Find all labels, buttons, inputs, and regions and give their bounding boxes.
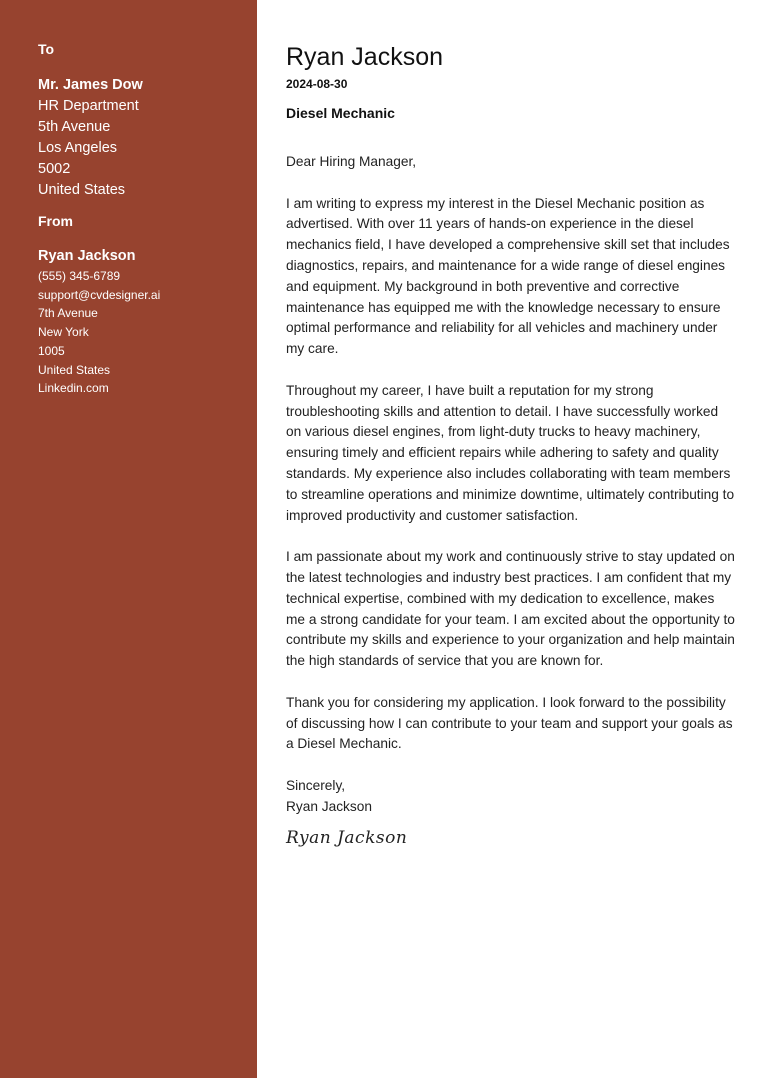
salutation: Dear Hiring Manager, xyxy=(286,154,417,169)
letter-body xyxy=(286,152,736,848)
recipient-heading: To xyxy=(38,41,55,57)
letter-date: 2024-08-30 xyxy=(286,77,348,91)
sender-phone: (555) 345-6789 xyxy=(38,269,121,283)
paragraph-3: I am passionate about my work and continuously strive to stay updated on the latest technologies and industry best practices. I am confident that my technical expertise, combined with my dedication to excellence, makes me a strong candidate for your team. I am excited about the opportunity to contribute my skills and experience to your organization and help maintain the high standards of service that you are known for. xyxy=(286,549,735,669)
sender-website[interactable]: Linkedin.com xyxy=(38,381,109,396)
page-title: Ryan Jackson xyxy=(286,43,444,71)
closing: Sincerely, xyxy=(286,777,346,793)
sender-email[interactable]: support@cvdesigner.ai xyxy=(38,287,161,302)
sender-heading: From xyxy=(38,213,73,229)
job-title: Diesel Mechanic xyxy=(286,105,395,121)
sidebar xyxy=(0,0,257,1078)
sender-name: Ryan Jackson xyxy=(38,248,136,264)
recipient-name: Mr. James Dow xyxy=(38,77,143,93)
paragraph-4: Thank you for considering my application. I look forward to the possibility of discussing how I can contribute to your team and support your goals as a Diesel Mechanic. xyxy=(286,694,733,752)
sender-country: United States xyxy=(38,362,111,377)
recipient-city: Los Angeles xyxy=(38,140,118,156)
closing-name: Ryan Jackson xyxy=(286,798,372,814)
paragraph-2: Throughout my career, I have built a reputation for my strong troubleshooting skills and attention to detail. I have successfully worked on various diesel engines, from light-duty trucks to heavy machinery, ensuring timely and efficient repairs while adhering to safety and quality standards. My experience also includes collaborating with team members to streamline operations and minimize downtime, ultimately contributing to improved productivity and customer satisfaction. xyxy=(286,382,735,523)
sender-block xyxy=(38,212,160,398)
sender-street: 7th Avenue xyxy=(38,306,98,321)
paragraph-1: I am writing to express my interest in the Diesel Mechanic position as advertised. With over 11 years of hands-on experience in the diesel mechanics field, I have developed a comprehensive skill set that includes diagnostics, repairs, and maintenance for a wide range of diesel engines and equipment. My background in both preventive and corrective maintenance has equipped me with the knowledge necessary to ensure optimal performance and reliability for all vehicles and machinery under my care. xyxy=(286,195,730,357)
recipient-zip: 5002 xyxy=(38,161,71,177)
sender-city: New York xyxy=(38,325,89,340)
sender-zip: 1005 xyxy=(38,343,65,358)
signature: Ryan Jackson xyxy=(286,827,408,848)
recipient-department: HR Department xyxy=(38,98,139,114)
recipient-country: United States xyxy=(38,182,126,198)
recipient-block xyxy=(38,40,143,201)
recipient-street: 5th Avenue xyxy=(38,119,111,135)
